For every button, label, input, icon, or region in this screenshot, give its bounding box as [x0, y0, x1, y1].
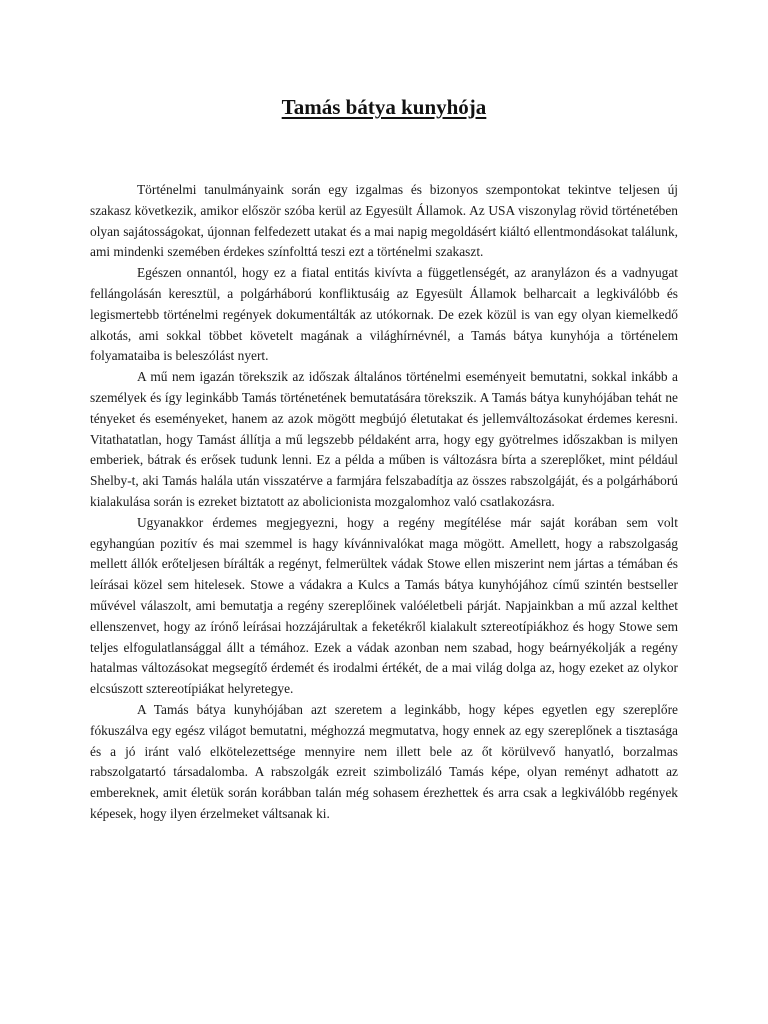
paragraph-5: A Tamás bátya kunyhójában azt szeretem a leginkább, hogy képes egyetlen egy szereplőre fókuszálva egy egész világot bemutatni, méghozzá megmutatva, hogy ennek az egy szereplőnek a tisztasága és a jó iránt való elkötelezettsége mennyire nem illett bele az őt körülvevő hanyatló, borzalmas rabszolgatartó társadalomba. A rabszolgák ezreit szimbolizáló Tamás képe, olyan reményt adhatott az embereknek, amit életük során korábban talán még sohasem érezhettek és arra csak a legkiválóbb regények képesek, hogy ilyen érzelmeket váltsanak ki. — [90, 701, 678, 821]
paragraph-4: Ugyanakkor érdemes megjegyezni, hogy a regény megítélése már saját korában sem volt egyhangúan pozitív és mai szemmel is hagy kívánnivalókat maga mögött. Amellett, hogy a rabszolgaság mellett állók erőteljesen bírálták a regényt, felmerültek vádak Stowe ellen miszerint nem jártas a témában és leírásai közel sem hitelesek. Stowe a vádakra a Kulcs a Tamás bátya kunyhójához című szintén bestseller művével válaszolt, ami bemutatja a regény szereplőinek valóéletbeli párját. Napjainkban a mű azzal kelthet ellenszenvet, hogy az írónő leírásai hozzájárultak a feketékről kialakult sztereotípiákhoz és hogy Stowe sem teljes elfogulatlansággal állt a témához. Ezek a vádak azonban nem szabad, hogy beárnyékolják a regény hatalmas változásokat megsegítő érdemét és irodalmi értékét, de a mai világ dolga az, hogy ezeket az olykor elcsúszott sztereotípiákat helyretegye. — [90, 514, 678, 697]
document-title-text: Tamás bátya kunyhója — [281, 95, 487, 119]
document-body — [90, 180, 678, 825]
paragraph-1: Történelmi tanulmányaink során egy izgalmas és bizonyos szempontokat tekintve teljesen új szakasz következik, amikor először szóba kerül az Egyesült Államok. Az USA viszonylag rövid történetében olyan sajátosságokat, újonnan felfedezett utakat és a mai napig megoldásért kiáltó ellentmondásokat találunk, ami mindenki szemében érdekes színfolttá teszi ezt a történelmi szakaszt. — [90, 182, 678, 260]
document-title — [0, 93, 768, 121]
paragraph-3: A mű nem igazán törekszik az időszak általános történelmi eseményeit bemutatni, sokkal inkább a személyek és így leginkább Tamás történetének bemutatására törekszik. A Tamás bátya kunyhójában tehát ne tényeket és eseményeket, hanem az azok mögött megbújó életutakat és jellemváltozásokat érdemes keresni. Vitathatatlan, hogy Tamást állítja a mű legszebb példaként arra, hogy egy gyötrelmes időszakban is milyen emberiek, bátrak és erősek tudunk lenni. Ez a példa a műben is változásra bírta a szereplőket, mint például Shelby-t, aki Tamás halála után visszatérve a farmjára felszabadítja az összes rabszolgáját, és a polgárháború kialakulása során is ezreket biztatott az abolicionista mozgalomhoz való csatlakozásra. — [90, 369, 678, 509]
paragraph-2: Egészen onnantól, hogy ez a fiatal entitás kivívta a függetlenségét, az aranylázon és a vadnyugat fellángolásán keresztül, a polgárháború konfliktusáig az Egyesült Államok belharcait a legkiválóbb és legismertebb történelmi regények dokumentálták az utókornak. De ezek közül is van egy olyan kiemelkedő alkotás, ami sokkal többet követelt magának a világhírnévnél, a Tamás bátya kunyhója a történelem folyamataiba is beleszólást nyert. — [90, 265, 678, 364]
